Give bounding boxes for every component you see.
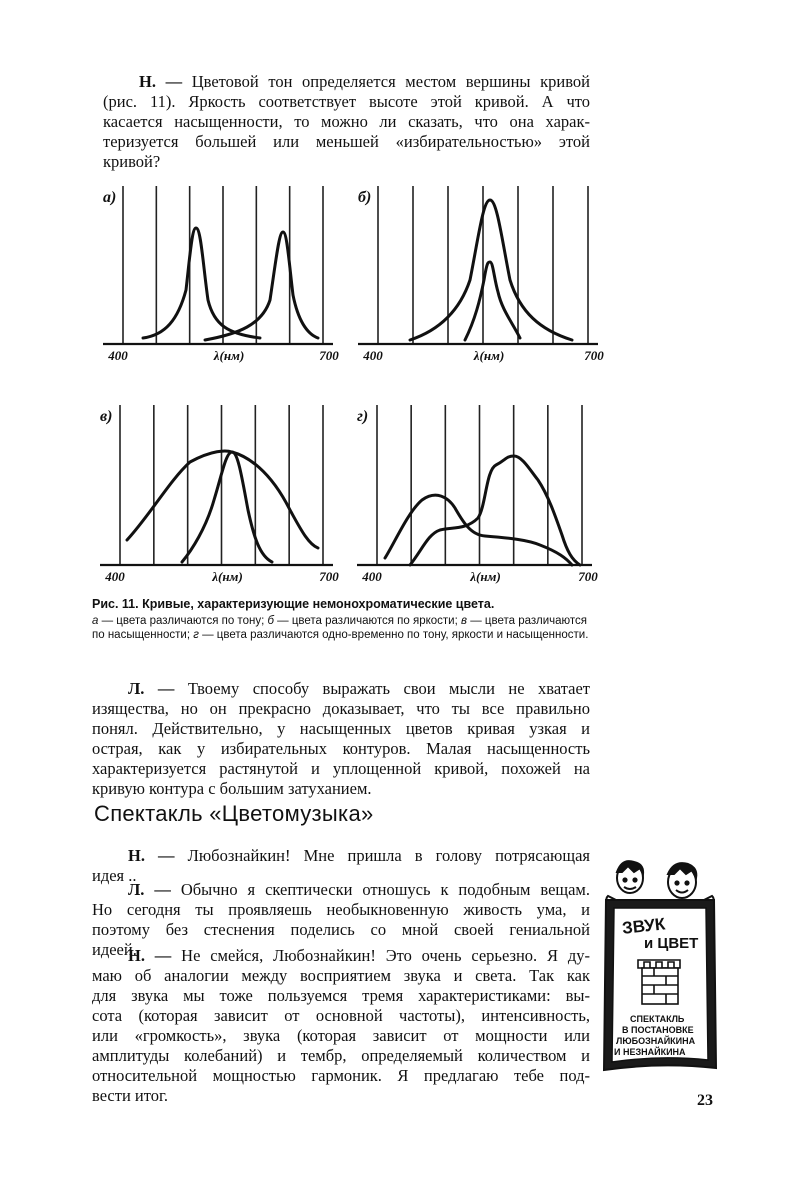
tick-label-min: 400 [108, 348, 128, 363]
dialog-3-line-1: маю об аналогии между восприятием звука и света. Так как [92, 966, 590, 985]
tick-label-max: 700 [319, 348, 339, 363]
tick-label-min: 400 [105, 569, 125, 584]
caption-text-g: — цвета различаются одно-временно по тону, яркости и насыщенности. [198, 629, 589, 641]
intro-line-4: кривой? [103, 152, 161, 171]
panel-label: б) [358, 189, 372, 206]
figure-panel [358, 186, 604, 363]
poster-sub-4: И НЕЗНАЙКИНА [614, 1047, 686, 1057]
text-run: Любознайкин! Мне пришла в голову потрясающая [187, 846, 590, 865]
tick-label-min: 400 [363, 348, 383, 363]
caption-text-b: — цвета различаются по яркости; [273, 615, 461, 627]
page-number: 23 [697, 1092, 713, 1109]
text-run: Твоему способу выражать свои мысли не хватает [187, 679, 591, 698]
intro-line-1: (рис. 11). Яркость соответствует высоте этой кривой. А что [103, 92, 590, 111]
dialog-3-line-2: для звука мы тоже пользуемся тремя характеристиками: вы- [92, 986, 590, 1005]
speaker-label: Л. — [128, 880, 171, 899]
caption-text-v: — цвета различаются по насыщенности; [92, 615, 588, 641]
section-title: Спектакль «Цветомузыка» [94, 801, 374, 826]
reply-line-4: характеризуется растянутой и уплощенной кривой, похожей на [92, 759, 590, 778]
tick-label-max: 700 [319, 569, 339, 584]
speaker-label: Н. — [139, 72, 183, 91]
tick-label-max: 700 [578, 569, 598, 584]
axis-label: λ(нм) [213, 348, 245, 363]
intro-line-3: теризуется большей или меньшей «избирательностью» этой [103, 132, 590, 151]
dialog-1-line-0 [92, 846, 590, 866]
dialog-paragraph-3 [92, 946, 590, 1106]
dialog-2-line-3: идеей. [92, 940, 137, 959]
figure-panel [100, 405, 339, 584]
intro-line-2: касается насыщенности, то можно ли сказать, что она харак- [103, 112, 590, 131]
figure-panel [357, 405, 598, 584]
figure-caption-title: Рис. 11. Кривые, характеризующие немонохроматические цвета. [92, 597, 495, 611]
poster-sub-1: СПЕКТАКЛЬ [630, 1014, 685, 1024]
caption-letter-a: а [92, 615, 99, 627]
reply-line-0 [92, 679, 590, 699]
poster-illustration [600, 856, 720, 1076]
text-run: Цветовой тон определяется местом вершины кривой [191, 72, 591, 91]
dialog-3-line-0 [92, 946, 590, 966]
caption-letter-g: г [193, 629, 199, 641]
text-run: Не смейся, Любознайкин! Это очень серьезно. Я ду- [181, 946, 591, 965]
dialog-2-line-0 [92, 880, 590, 900]
dialog-3-line-5: амплитуды колебаний) и тембр, определяемый количеством и [92, 1046, 590, 1065]
dialog-3-line-4: или «громкость», звука (которая зависит от мощности или [92, 1026, 590, 1045]
reply-paragraph [92, 679, 590, 799]
spectral-curve [385, 495, 572, 565]
caption-letter-v: в [460, 615, 467, 627]
speaker-label: Н. — [128, 846, 175, 865]
tick-label-max: 700 [584, 348, 604, 363]
poster-sub-2: В ПОСТАНОВКЕ [622, 1025, 694, 1035]
reply-line-2: понял. Действительно, у насыщенных цветов кривая узкая и [92, 719, 590, 738]
dialog-1-line-1: идея .. [92, 866, 137, 885]
speaker-label: Н. — [128, 946, 172, 965]
tick-label-min: 400 [362, 569, 382, 584]
axis-label: λ(нм) [473, 348, 505, 363]
caption-letter-b: б [267, 615, 274, 627]
dialog-2-line-2: поэтому без стеснения поделись со мной своей гениальной [92, 920, 590, 939]
boy-right-head [668, 863, 696, 898]
panel-label: г) [357, 408, 369, 425]
poster-sub-3: ЛЮБОЗНАЙКИНА [616, 1036, 696, 1046]
dialog-3-line-3: сота (которая зависит от основной частоты), интенсивность, [92, 1006, 590, 1025]
poster-title-2: и ЦВЕТ [644, 935, 699, 952]
dialog-3-line-6: относительной мощностью гармоник. Я предлагаю тебе под- [92, 1066, 590, 1085]
reply-line-1: изящества, но он прекрасно доказывает, что ты все правильно [92, 699, 590, 718]
poster-title-1: ЗВУК [621, 914, 667, 938]
spectral-curve [410, 200, 572, 340]
text-run: Обычно я скептически отношусь к подобным вещам. [180, 880, 590, 899]
figure-caption-body [92, 614, 590, 642]
axis-label: λ(нм) [470, 569, 501, 584]
boy-left-head [617, 861, 643, 893]
dialog-2-line-1: Но сегодня ты проявляешь необыкновенную живость ума, и [92, 900, 590, 919]
reply-line-3: острая, как у избирательных контуров. Малая насыщенность [92, 739, 590, 758]
spectral-curve [410, 456, 580, 565]
spectral-curve [465, 262, 520, 340]
reply-line-5: кривую контура с большим затуханием. [92, 779, 372, 798]
figure-panel [103, 186, 339, 363]
panel-label: а) [103, 189, 117, 206]
speaker-label: Л. — [128, 679, 175, 698]
dialog-3-line-7: вести итог. [92, 1086, 169, 1105]
panel-label: в) [100, 408, 113, 425]
spectral-curve [143, 228, 260, 338]
axis-label: λ(нм) [212, 569, 243, 584]
caption-text-a: — цвета различаются по тону; [98, 615, 268, 627]
